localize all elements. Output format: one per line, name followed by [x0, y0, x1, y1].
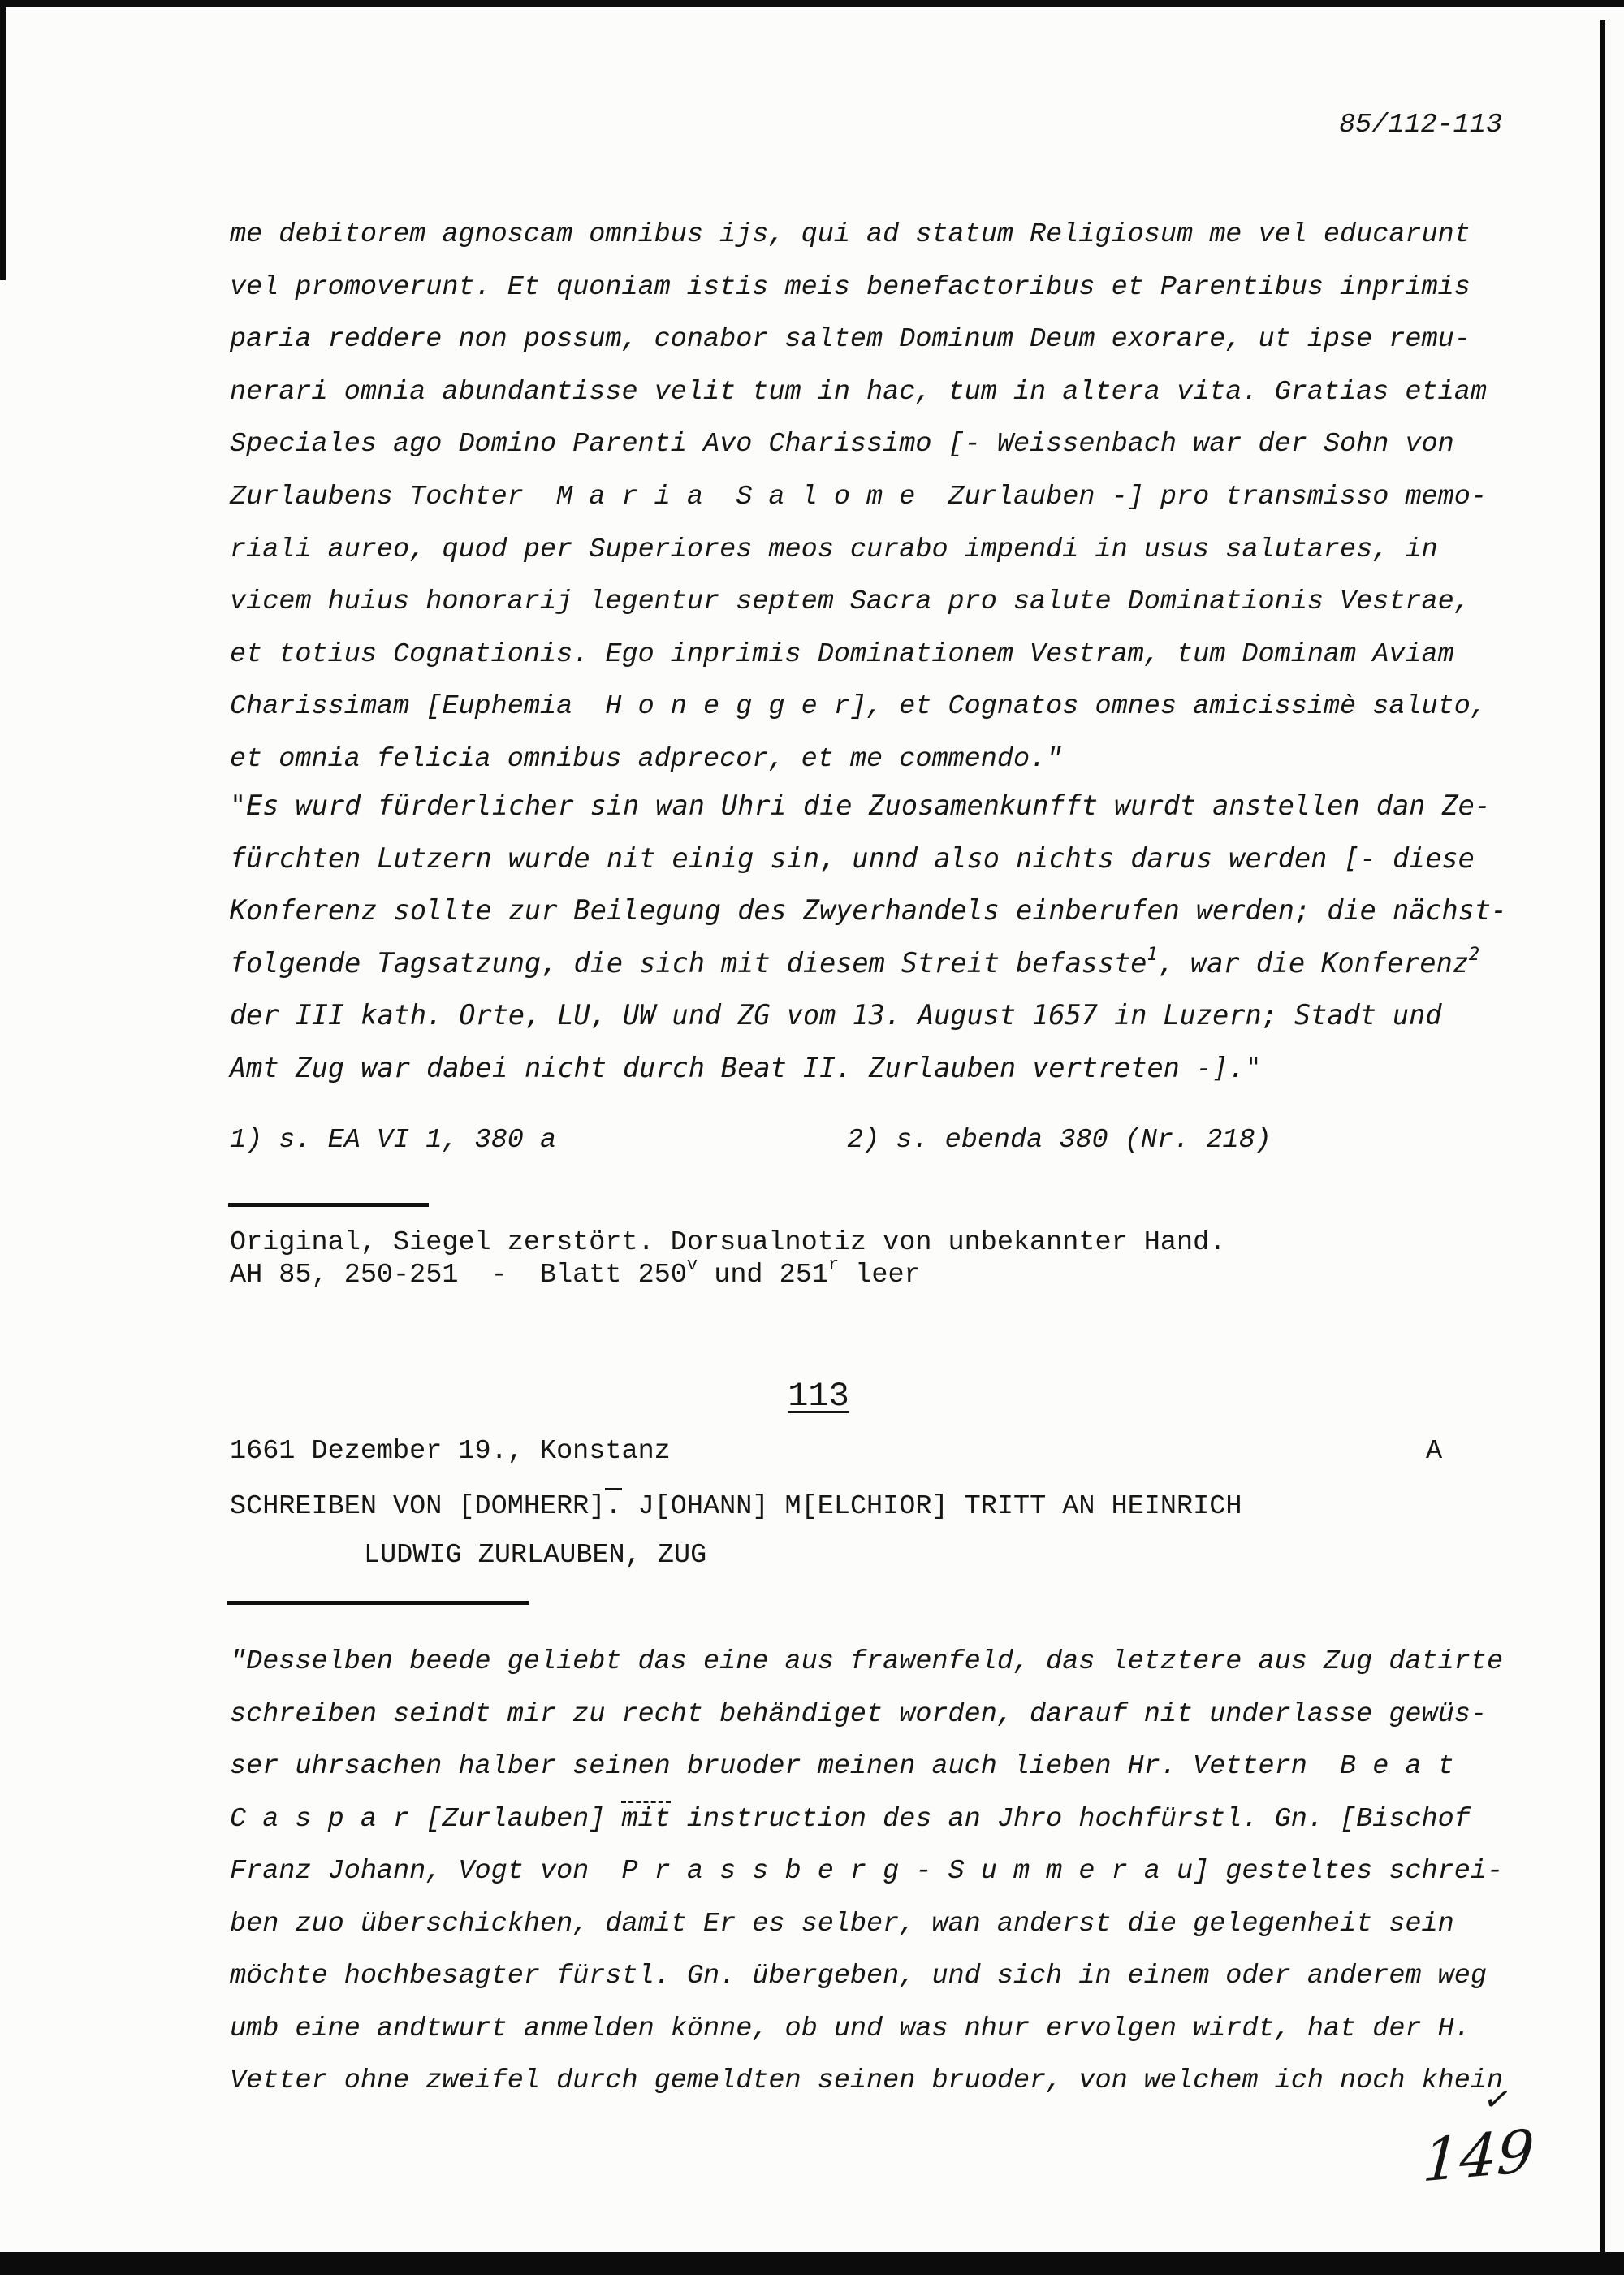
quote-line: Franz Johann, Vogt von P r a s s b e r g - S u m m e r a u] gesteltes schrei-	[230, 1856, 1504, 1887]
german-quote-segment: folgende Tagsatzung, die sich mit diesem Streit befasste	[230, 947, 1147, 979]
title-line-2: LUDWIG ZURLAUBEN, ZUG	[364, 1540, 707, 1571]
struck-word: mit	[621, 1801, 670, 1835]
scan-edge-bottom	[0, 2252, 1624, 2275]
entry-number	[230, 1377, 1407, 1416]
scan-edge-top	[0, 0, 1624, 7]
archive-reference: 85/112-113	[1338, 110, 1502, 141]
title-segment: J[OHANN] M[ELCHIOR] TRITT AN HEINRICH	[621, 1491, 1242, 1522]
scan-edge-right	[1600, 20, 1605, 2252]
latin-quote-line: et totius Cognationis. Ego inprimis Dominationem Vestram, tum Dominam Aviam	[230, 639, 1454, 670]
quote-line: umb eine andtwurt anmelden könne, ob und was nhur ervolgen wirdt, hat der H.	[230, 2013, 1471, 2044]
german-quote-line: der III kath. Orte, LU, UW und ZG vom 13. August 1657 in Luzern; Stadt und	[230, 999, 1442, 1031]
latin-quote-line: nerari omnia abundantisse velit tum in hac, tum in altera vita. Gratias etiam	[230, 377, 1487, 408]
folio-segment: AH 85, 250-251 - Blatt 250	[230, 1260, 687, 1291]
latin-quote-line: Charissimam [Euphemia H o n e g g e r], et Cognatos omnes amicissimè saluto,	[230, 691, 1487, 722]
quote-line: möchte hochbesagter fürstl. Gn. übergeben, und sich in einem oder anderem weg	[230, 1961, 1487, 1992]
latin-quote-line: Speciales ago Domino Parenti Avo Charissimo [- Weissenbach war der Sohn von	[230, 429, 1454, 460]
folio-superscript-v: v	[686, 1255, 698, 1275]
quote-line: ben zuo überschickhen, damit Er es selber, wan anderst die gelegenheit sein	[230, 1909, 1454, 1940]
date-place-line: 1661 Dezember 19., Konstanz	[230, 1436, 671, 1467]
latin-quote-line: Zurlaubens Tochter M a r i a S a l o m e Zurlauben -] pro transmisso memo-	[230, 482, 1487, 513]
separator-rule-2	[227, 1601, 529, 1605]
quote-line: Vetter ohne zweifel durch gemeldten seinen bruoder, von welchem ich noch khein	[230, 2065, 1504, 2096]
german-quote-segment: , war die Konferenz	[1157, 947, 1469, 979]
german-quote-line: Amt Zug war dabei nicht durch Beat II. Zurlauben vertreten -]."	[230, 1052, 1262, 1083]
folio-segment: und 251	[698, 1260, 828, 1291]
quote-line: "Desselben beede geliebt das eine aus frawenfeld, das letztere aus Zug datirte	[230, 1646, 1504, 1677]
separator-rule-1	[228, 1203, 429, 1207]
quote-segment: C a s p a r [Zurlauben]	[230, 1804, 622, 1835]
checkmark-icon: ✓	[1482, 2078, 1512, 2124]
german-quote-line: fürchten Lutzern wurde nit einig sin, unnd also nichts darus werden [- diese	[230, 842, 1475, 874]
scan-edge-left	[0, 0, 6, 280]
title-line-1	[230, 1491, 1242, 1522]
quote-line	[230, 1806, 1471, 1834]
latin-quote-line: me debitorem agnoscam omnibus ijs, qui ad statum Religiosum me vel educarunt	[230, 219, 1471, 250]
handwritten-page-number: 149	[1421, 2116, 1536, 2195]
quote-line: ser uhrsachen halber seinen bruoder meinen auch lieben Hr. Vettern B e a t	[230, 1751, 1454, 1782]
folio-line	[230, 1255, 921, 1291]
latin-quote-line: et omnia felicia omnibus adprecor, et me commendo."	[230, 744, 1063, 775]
provenance-line: Original, Siegel zerstört. Dorsualnotiz von unbekannter Hand.	[230, 1227, 1226, 1258]
title-segment: SCHREIBEN VON [DOMHERR]	[230, 1491, 606, 1522]
german-quote-line: Konferenz sollte zur Beilegung des Zwyerhandels einberufen werden; die nächst-	[230, 894, 1508, 926]
german-quote-line: "Es wurd fürderlicher sin wan Uhri die Zuosamenkunfft wurdt anstellen dan Ze-	[230, 789, 1491, 821]
latin-quote-line: vel promoverunt. Et quoniam istis meis benefactoribus et Parentibus inprimis	[230, 272, 1471, 303]
source-siglum: A	[1426, 1436, 1443, 1467]
footnote-marker-1: 1	[1147, 945, 1158, 965]
folio-superscript-r: r	[827, 1255, 840, 1275]
quote-segment: instruction des an Jhro hochfürstl. Gn. [Bischof	[670, 1804, 1471, 1835]
footnote-2: 2) s. ebenda 380 (Nr. 218)	[847, 1125, 1272, 1156]
latin-quote-line: vicem huius honorarij legentur septem Sacra pro salute Dominationis Vestrae,	[230, 586, 1471, 617]
footnote-1: 1) s. EA VI 1, 380 a	[230, 1125, 557, 1156]
typewriter-correction-mark: .	[605, 1488, 621, 1522]
folio-segment: leer	[839, 1260, 921, 1291]
entry-number-text: 113	[788, 1377, 849, 1416]
quote-line: schreiben seindt mir zu recht behändiget worden, darauf nit underlasse gewüs-	[230, 1699, 1487, 1730]
latin-quote-line: paria reddere non possum, conabor saltem Dominum Deum exorare, ut ipse remu-	[230, 324, 1471, 355]
german-quote-line	[230, 945, 1480, 979]
footnote-marker-2: 2	[1468, 945, 1480, 965]
latin-quote-line: riali aureo, quod per Superiores meos curabo impendi in usus salutares, in	[230, 534, 1438, 565]
